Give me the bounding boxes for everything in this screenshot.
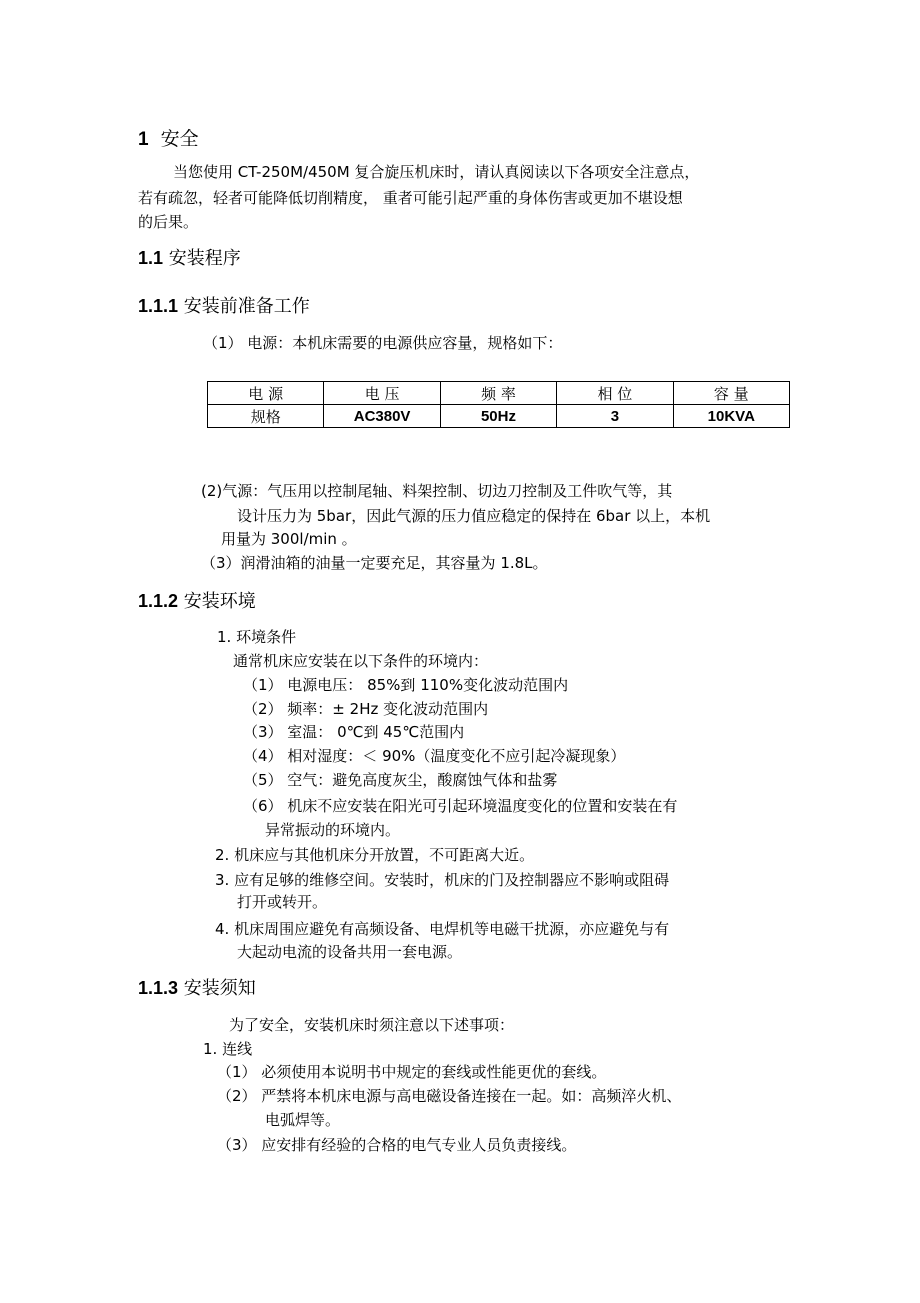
condition-item: （6） 机床不应安装在阳光可引起环境温度变化的位置和安装在有: [243, 797, 678, 815]
list-item: 4. 机床周围应避免有高频设备、电焊机等电磁干扰源，亦应避免与有: [215, 920, 670, 938]
paragraph-line: 的后果。: [138, 213, 199, 231]
list-item: （1） 电源：本机床需要的电源供应容量，规格如下：: [203, 334, 563, 352]
paragraph-line: 若有疏忽，轻者可能降低切削精度， 重者可能引起严重的身体伤害或更加不堪设想: [138, 189, 683, 207]
list-item: (2)气源：气压用以控制尾轴、料架控制、切边刀控制及工件吹气等，其: [201, 482, 673, 500]
condition-item: （3） 室温： 0℃到 45℃范围内: [243, 723, 465, 741]
table-header-cell: 电 压: [324, 382, 440, 405]
section-title: 安装环境: [183, 591, 256, 612]
section-number: 1.1.2: [138, 591, 179, 611]
paragraph-line: 通常机床应安装在以下条件的环境内：: [233, 652, 489, 670]
table-header-cell: 相 位: [557, 382, 673, 405]
list-item: 2. 机床应与其他机床分开放置，不可距离大近。: [215, 846, 535, 864]
list-item: 1. 连线: [203, 1040, 253, 1058]
list-item: 1. 环境条件: [217, 628, 297, 646]
table-cell: 3: [557, 405, 673, 428]
paragraph-line: 为了安全，安装机床时须注意以下述事项：: [229, 1016, 515, 1034]
condition-item: （4） 相对湿度：＜ 90%（温度变化不应引起冷凝现象）: [243, 747, 626, 765]
section-number: 1: [138, 129, 149, 150]
paragraph-line: 当您使用 CT-250M/450M 复合旋压机床时，请认真阅读以下各项安全注意点，: [173, 163, 700, 181]
list-item-continuation: 打开或转开。: [237, 893, 328, 911]
section-title: 安装程序: [168, 248, 241, 269]
list-item-continuation: 用量为 300l/min 。: [221, 530, 357, 548]
section-1-heading: [138, 128, 199, 152]
section-number: 1.1.3: [138, 978, 179, 998]
list-item-continuation: 大起动电流的设备共用一套电源。: [237, 943, 463, 961]
power-spec-table: [207, 381, 790, 428]
sub-item: （3） 应安排有经验的合格的电气专业人员负责接线。: [217, 1136, 577, 1154]
section-1-1-heading: [138, 248, 241, 270]
table-header-cell: 容 量: [673, 382, 789, 405]
section-number: 1.1.1: [138, 296, 179, 316]
sub-item: （2） 严禁将本机床电源与高电磁设备连接在一起。如：高频淬火机、: [217, 1087, 682, 1105]
table-header-cell: 频 率: [440, 382, 556, 405]
table-header-cell: 电 源: [208, 382, 324, 405]
sub-item-continuation: 电弧焊等。: [265, 1111, 341, 1129]
section-title: 安装前准备工作: [183, 296, 310, 317]
table-cell: AC380V: [324, 405, 440, 428]
sub-item: （1） 必须使用本说明书中规定的套线或性能更优的套线。: [217, 1063, 607, 1081]
section-title: 安全: [160, 128, 199, 150]
condition-item: （2） 频率：± 2Hz 变化波动范围内: [243, 700, 489, 718]
condition-item: （1） 电源电压： 85%到 110%变化波动范围内: [243, 676, 569, 694]
section-1-1-2-heading: [138, 591, 256, 613]
list-item-continuation: 设计压力为 5bar，因此气源的压力值应稳定的保持在 6bar 以上，本机: [237, 507, 711, 525]
table-header-row: [208, 382, 790, 405]
section-1-1-3-heading: [138, 978, 256, 1000]
table-cell: 规格: [208, 405, 324, 428]
condition-item-continuation: 异常振动的环境内。: [265, 821, 401, 839]
section-1-1-1-heading: [138, 296, 310, 318]
table-cell: 10KVA: [673, 405, 789, 428]
list-item: 3. 应有足够的维修空间。安装时，机床的门及控制器应不影响或阻碍: [215, 871, 670, 889]
section-title: 安装须知: [183, 978, 256, 999]
table-cell: 50Hz: [440, 405, 556, 428]
section-number: 1.1: [138, 248, 164, 268]
list-item: （3）润滑油箱的油量一定要充足，其容量为 1.8L。: [201, 554, 548, 572]
table-row: [208, 405, 790, 428]
condition-item: （5） 空气：避免高度灰尘，酸腐蚀气体和盐雾: [243, 771, 558, 789]
